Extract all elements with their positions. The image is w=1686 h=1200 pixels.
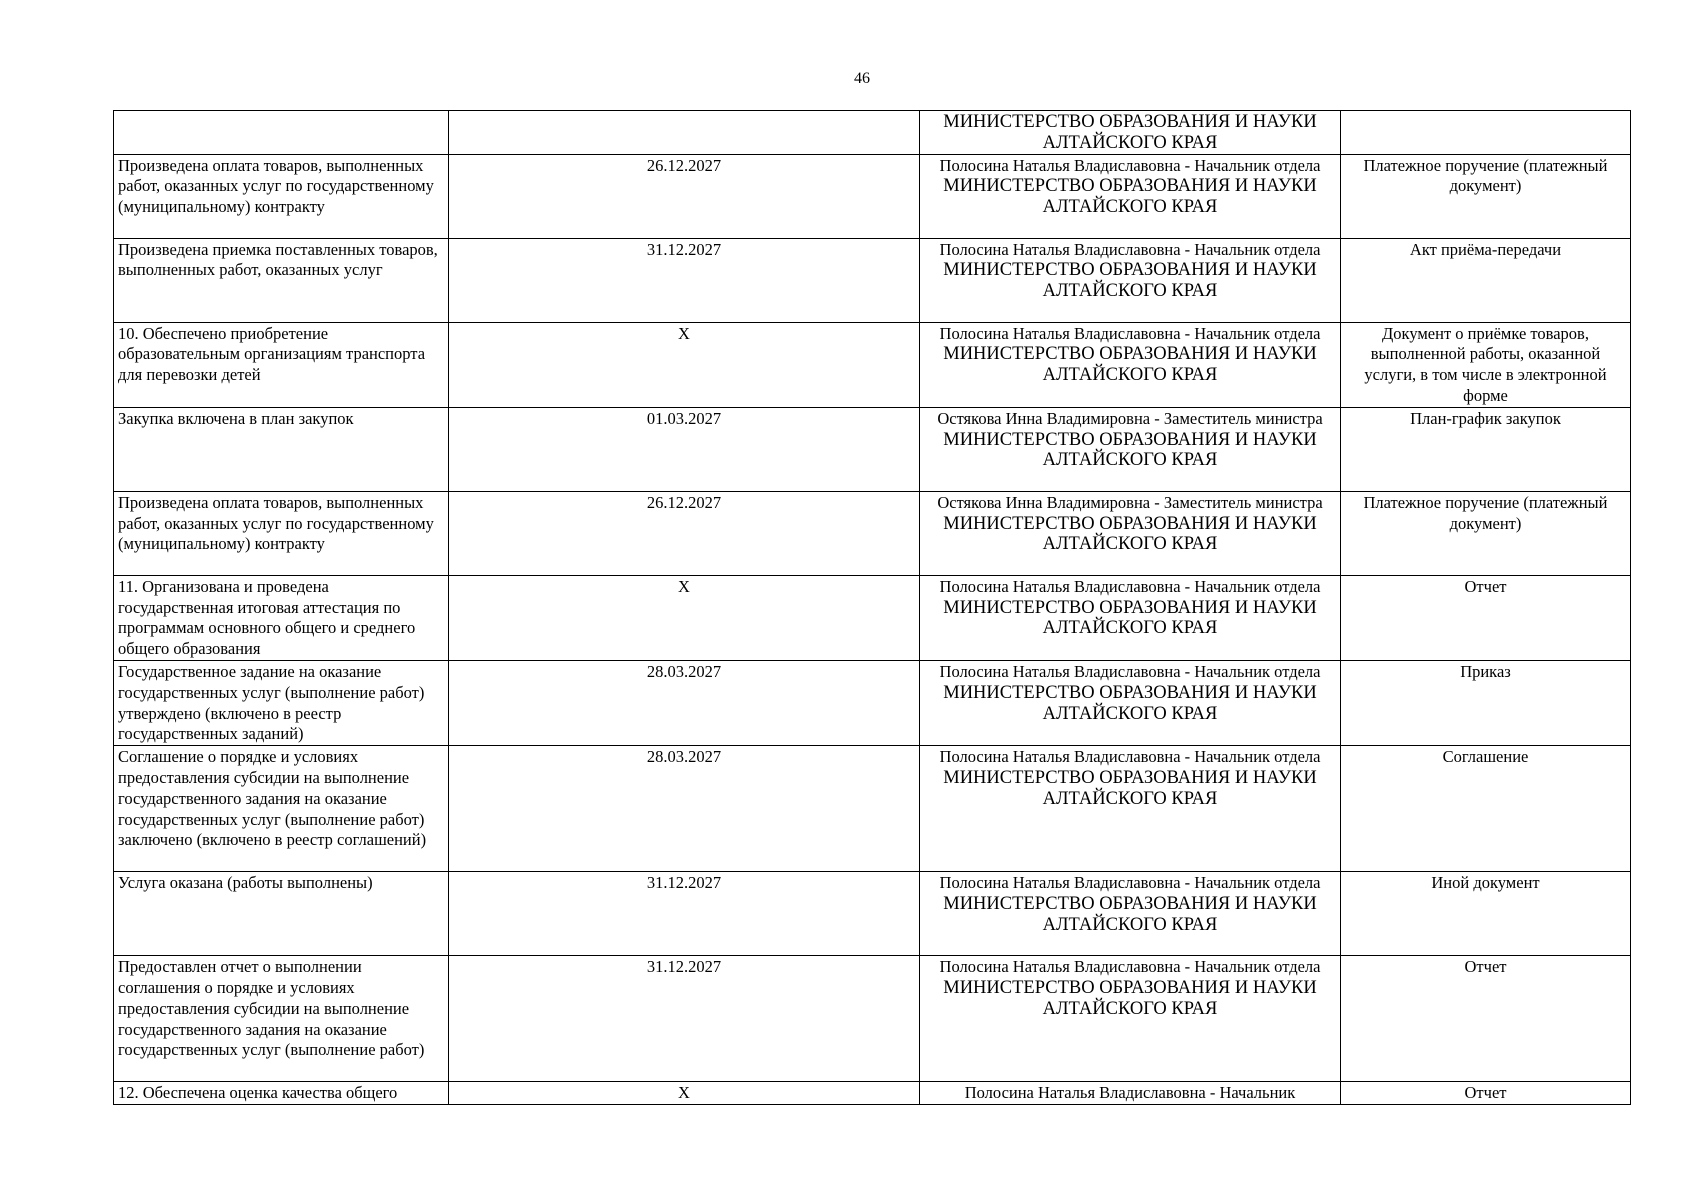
event-cell: 12. Обеспечена оценка качества общего (114, 1082, 449, 1105)
date-cell: 31.12.2027 (449, 238, 920, 322)
table-row (114, 575, 1631, 660)
responsible-person: Полосина Наталья Владиславовна - Начальник отдела (939, 239, 1321, 259)
organization-line: АЛТАЙСКОГО КРАЯ (1042, 534, 1218, 555)
table-row (114, 238, 1631, 322)
document-cell: Отчет (1341, 956, 1631, 1082)
organization-line: МИНИСТЕРСТВО ОБРАЗОВАНИЯ И НАУКИ (943, 260, 1317, 281)
responsible-person: Остякова Инна Владимировна - Заместитель министра (937, 492, 1323, 512)
responsible-cell (920, 956, 1341, 1082)
page-number: 46 (854, 70, 870, 87)
document-cell: Иной документ (1341, 872, 1631, 956)
document-cell: Отчет (1341, 1082, 1631, 1105)
responsible-person: Полосина Наталья Владиславовна - Начальник отдела (939, 576, 1321, 596)
event-cell: Предоставлен отчет о выполнении соглашения о порядке и условиях предоставления субсидии на выполнение государственного задания на оказание государственных услуг (выполнение работ) (114, 956, 449, 1082)
responsible-cell (920, 575, 1341, 660)
document-cell: Отчет (1341, 575, 1631, 660)
event-cell: Произведена приемка поставленных товаров, выполненных работ, оказанных услуг (114, 238, 449, 322)
organization-line: АЛТАЙСКОГО КРАЯ (1042, 281, 1218, 302)
responsible-person: Полосина Наталья Владиславовна - Начальник отдела (939, 873, 1321, 893)
responsible-cell (920, 238, 1341, 322)
table-row (114, 746, 1631, 872)
organization-line: МИНИСТЕРСТВО ОБРАЗОВАНИЯ И НАУКИ (943, 682, 1317, 703)
organization-line: МИНИСТЕРСТВО ОБРАЗОВАНИЯ И НАУКИ (943, 597, 1317, 618)
date-cell: 31.12.2027 (449, 872, 920, 956)
date-cell: 26.12.2027 (449, 491, 920, 575)
date-cell: 28.03.2027 (449, 746, 920, 872)
table-row (114, 956, 1631, 1082)
table-row (114, 872, 1631, 956)
responsible-cell (920, 1082, 1341, 1105)
event-cell: Произведена оплата товаров, выполненных работ, оказанных услуг по государственному (муниципальному) контракту (114, 491, 449, 575)
organization-line: МИНИСТЕРСТВО ОБРАЗОВАНИЯ И НАУКИ (943, 344, 1317, 365)
responsible-person: Полосина Наталья Владиславовна - Начальник отдела (939, 155, 1321, 175)
table-row (114, 1082, 1631, 1105)
document-cell: План-график закупок (1341, 407, 1631, 491)
date-cell: 26.12.2027 (449, 154, 920, 238)
responsible-person: Полосина Наталья Владиславовна - Начальник отдела (939, 747, 1321, 767)
table-row (114, 111, 1631, 155)
responsible-cell (920, 111, 1341, 155)
responsible-cell (920, 322, 1341, 407)
document-cell: Платежное поручение (платежный документ) (1341, 491, 1631, 575)
date-cell: X (449, 575, 920, 660)
date-cell (449, 111, 920, 155)
event-cell (114, 111, 449, 155)
organization-line: АЛТАЙСКОГО КРАЯ (1042, 618, 1218, 639)
responsible-person: Полосина Наталья Владиславовна - Начальник (964, 1083, 1296, 1103)
date-cell: X (449, 1082, 920, 1105)
organization-line: МИНИСТЕРСТВО ОБРАЗОВАНИЯ И НАУКИ (943, 767, 1317, 788)
responsible-person: Остякова Инна Владимировна - Заместитель министра (937, 408, 1323, 428)
event-cell: Соглашение о порядке и условиях предоставления субсидии на выполнение государственного задания на оказание государственных услуг (выполнение работ) заключено (включено в реестр соглашений) (114, 746, 449, 872)
event-cell: 11. Организована и проведена государственная итоговая аттестация по программам основного общего и среднего общего образования (114, 575, 449, 660)
event-cell: Государственное задание на оказание государственных услуг (выполнение работ) утверждено (включено в реестр государственных заданий) (114, 660, 449, 745)
responsible-person: Полосина Наталья Владиславовна - Начальник отдела (939, 323, 1321, 343)
date-cell: 01.03.2027 (449, 407, 920, 491)
responsible-cell (920, 746, 1341, 872)
responsible-person: Полосина Наталья Владиславовна - Начальник отдела (939, 957, 1321, 977)
document-cell: Соглашение (1341, 746, 1631, 872)
organization-line: АЛТАЙСКОГО КРАЯ (1042, 703, 1218, 724)
organization-line: АЛТАЙСКОГО КРАЯ (1042, 132, 1218, 153)
organization-line: АЛТАЙСКОГО КРАЯ (1042, 914, 1218, 935)
responsible-person: Полосина Наталья Владиславовна - Начальник отдела (939, 661, 1321, 681)
date-cell: 31.12.2027 (449, 956, 920, 1082)
organization-line: АЛТАЙСКОГО КРАЯ (1042, 788, 1218, 809)
responsible-cell (920, 660, 1341, 745)
organization-line: МИНИСТЕРСТВО ОБРАЗОВАНИЯ И НАУКИ (943, 513, 1317, 534)
organization-line: АЛТАЙСКОГО КРАЯ (1042, 998, 1218, 1019)
event-cell: 10. Обеспечено приобретение образовательным организациям транспорта для перевозки детей (114, 322, 449, 407)
document-cell: Платежное поручение (платежный документ) (1341, 154, 1631, 238)
responsible-cell (920, 491, 1341, 575)
event-cell: Услуга оказана (работы выполнены) (114, 872, 449, 956)
document-cell: Акт приёма-передачи (1341, 238, 1631, 322)
document-cell (1341, 111, 1631, 155)
organization-line: МИНИСТЕРСТВО ОБРАЗОВАНИЯ И НАУКИ (943, 112, 1317, 132)
plan-table (113, 110, 1631, 1105)
table-row (114, 491, 1631, 575)
organization-line: МИНИСТЕРСТВО ОБРАЗОВАНИЯ И НАУКИ (943, 429, 1317, 450)
document-cell: Приказ (1341, 660, 1631, 745)
responsible-cell (920, 872, 1341, 956)
table-row (114, 660, 1631, 745)
event-cell: Закупка включена в план закупок (114, 407, 449, 491)
organization-line: АЛТАЙСКОГО КРАЯ (1042, 450, 1218, 471)
date-cell: X (449, 322, 920, 407)
responsible-cell (920, 407, 1341, 491)
table-row (114, 407, 1631, 491)
table-row (114, 154, 1631, 238)
organization-line: АЛТАЙСКОГО КРАЯ (1042, 365, 1218, 386)
organization-line: АЛТАЙСКОГО КРАЯ (1042, 197, 1218, 218)
organization-line: МИНИСТЕРСТВО ОБРАЗОВАНИЯ И НАУКИ (943, 977, 1317, 998)
date-cell: 28.03.2027 (449, 660, 920, 745)
document-cell: Документ о приёмке товаров, выполненной работы, оказанной услуги, в том числе в электронной форме (1341, 322, 1631, 407)
responsible-cell (920, 154, 1341, 238)
event-cell: Произведена оплата товаров, выполненных работ, оказанных услуг по государственному (муниципальному) контракту (114, 154, 449, 238)
table-row (114, 322, 1631, 407)
organization-line: МИНИСТЕРСТВО ОБРАЗОВАНИЯ И НАУКИ (943, 893, 1317, 914)
organization-line: МИНИСТЕРСТВО ОБРАЗОВАНИЯ И НАУКИ (943, 176, 1317, 197)
